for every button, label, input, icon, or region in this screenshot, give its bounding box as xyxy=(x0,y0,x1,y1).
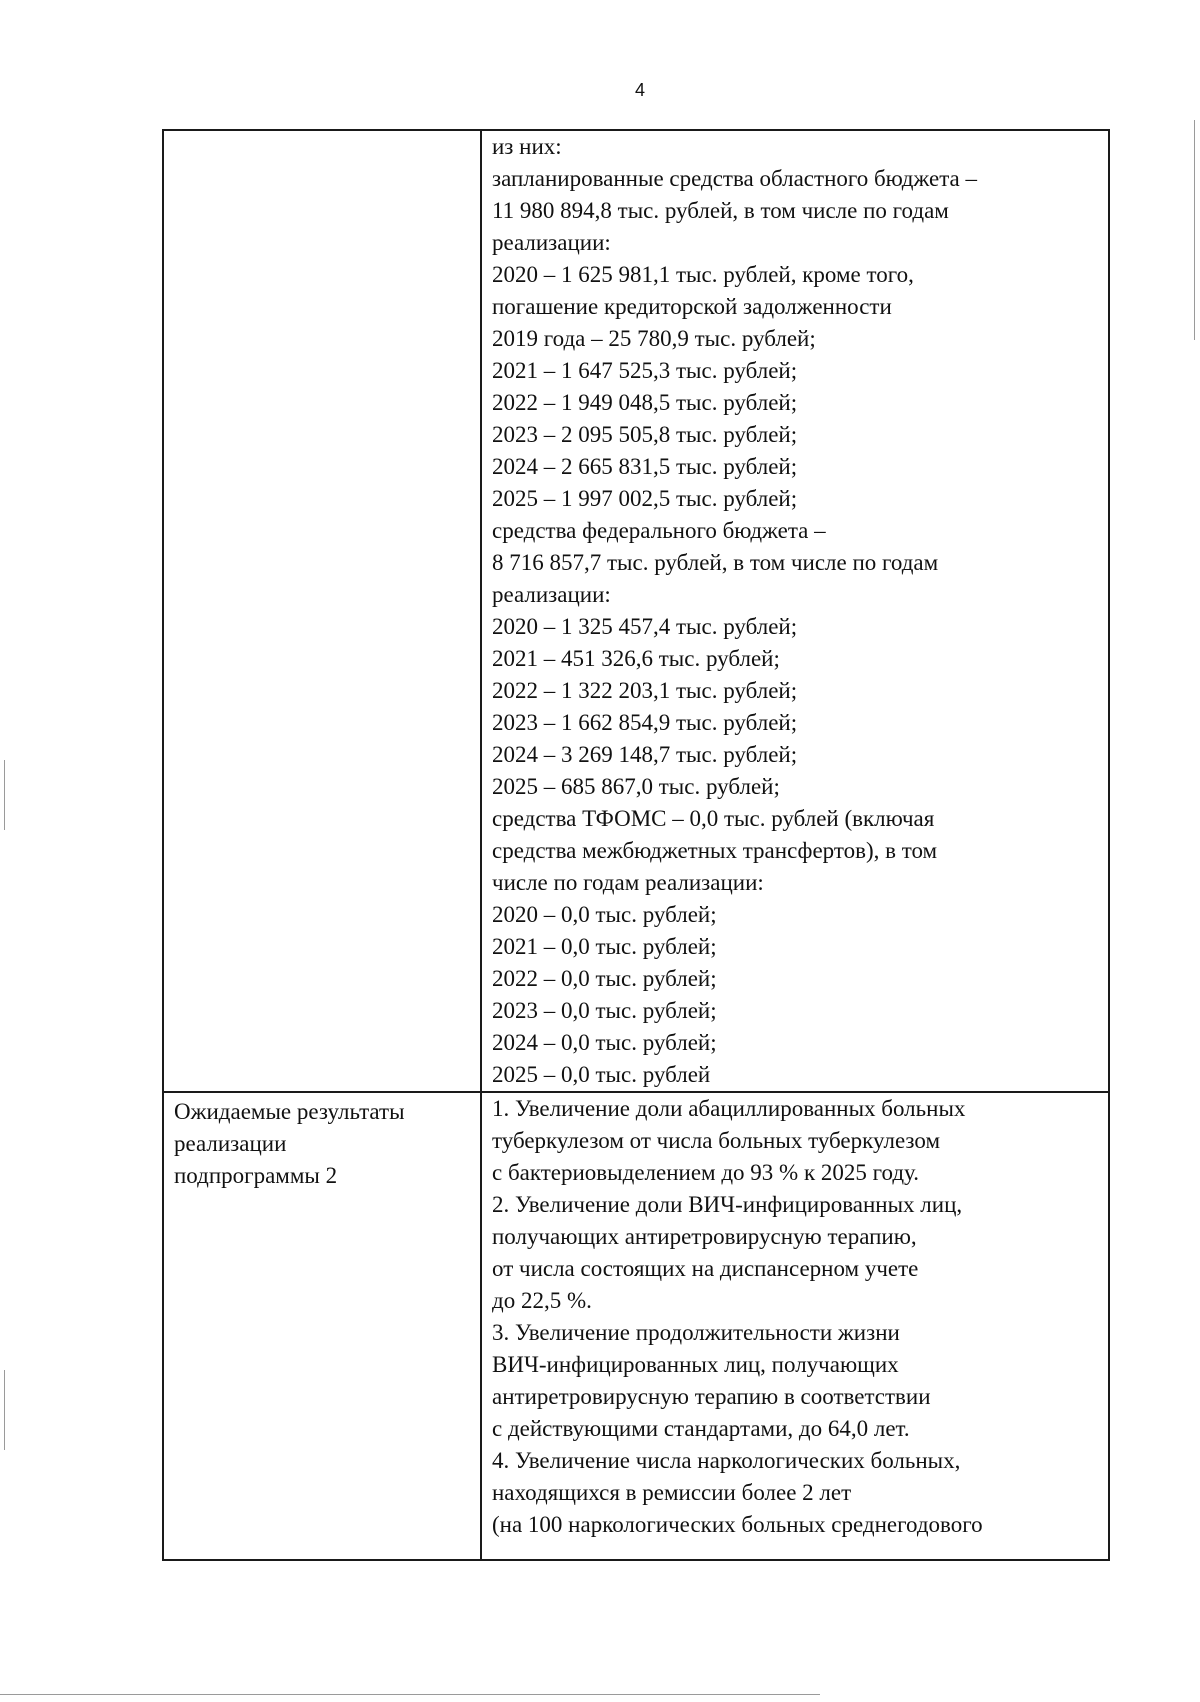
text-line: 2020 – 1 325 457,4 тыс. рублей; xyxy=(492,614,798,639)
text-line: 3. Увеличение продолжительности жизни xyxy=(492,1320,900,1345)
text-line: (на 100 наркологических больных среднегодового xyxy=(492,1512,983,1537)
passport-table xyxy=(162,129,1110,1561)
text-line: 2021 – 0,0 тыс. рублей; xyxy=(492,934,717,959)
text-line: Ожидаемые результаты xyxy=(174,1099,405,1124)
scan-mark xyxy=(0,1694,820,1695)
table-cell-results-label xyxy=(163,1092,481,1560)
text-line: с действующими стандартами, до 64,0 лет. xyxy=(492,1416,910,1441)
scan-mark xyxy=(1194,120,1195,340)
text-line: антиретровирусную терапию в соответствии xyxy=(492,1384,931,1409)
scan-mark xyxy=(4,760,5,830)
text-line: 8 716 857,7 тыс. рублей, в том числе по годам xyxy=(492,550,939,575)
text-line: до 22,5 %. xyxy=(492,1288,592,1313)
text-line: 2022 – 1 949 048,5 тыс. рублей; xyxy=(492,390,798,415)
text-line: 1. Увеличение доли абациллированных больных xyxy=(492,1096,966,1121)
text-line: 2024 – 0,0 тыс. рублей; xyxy=(492,1030,717,1055)
text-line: подпрограммы 2 xyxy=(174,1163,338,1188)
text-line: 2022 – 0,0 тыс. рублей; xyxy=(492,966,717,991)
text-line: 2021 – 451 326,6 тыс. рублей; xyxy=(492,646,780,671)
text-line: из них: xyxy=(492,134,562,159)
text-line: 2021 – 1 647 525,3 тыс. рублей; xyxy=(492,358,798,383)
text-line: 2019 года – 25 780,9 тыс. рублей; xyxy=(492,326,816,351)
text-line: с бактериовыделением до 93 % к 2025 году. xyxy=(492,1160,919,1185)
text-line: 2023 – 0,0 тыс. рублей; xyxy=(492,998,717,1023)
text-line: 2023 – 2 095 505,8 тыс. рублей; xyxy=(492,422,798,447)
text-line: реализации xyxy=(174,1131,287,1156)
text-line: находящихся в ремиссии более 2 лет xyxy=(492,1480,852,1505)
text-line: 2025 – 0,0 тыс. рублей xyxy=(492,1062,711,1087)
text-line: 2020 – 1 625 981,1 тыс. рублей, кроме того, xyxy=(492,262,914,287)
results-text xyxy=(482,1093,1108,1541)
text-line: погашение кредиторской задолженности xyxy=(492,294,892,319)
table-row-results xyxy=(163,1092,1109,1560)
table-cell-results xyxy=(481,1092,1109,1560)
funding-text xyxy=(482,131,1108,1091)
text-line: числе по годам реализации: xyxy=(492,870,764,895)
page-number: 4 xyxy=(634,80,645,100)
results-label xyxy=(164,1093,480,1192)
text-line: средства федерального бюджета – xyxy=(492,518,826,543)
text-line: средства межбюджетных трансфертов), в том xyxy=(492,838,938,863)
text-line: 2025 – 685 867,0 тыс. рублей; xyxy=(492,774,780,799)
text-line: 2. Увеличение доли ВИЧ-инфицированных лиц, xyxy=(492,1192,963,1217)
text-line: 2024 – 2 665 831,5 тыс. рублей; xyxy=(492,454,798,479)
text-line: запланированные средства областного бюджета – xyxy=(492,166,977,191)
text-line: 2020 – 0,0 тыс. рублей; xyxy=(492,902,717,927)
table-cell-funding xyxy=(481,130,1109,1092)
text-line: реализации: xyxy=(492,582,611,607)
text-line: ВИЧ-инфицированных лиц, получающих xyxy=(492,1352,899,1377)
table-row-funding xyxy=(163,130,1109,1092)
text-line: реализации: xyxy=(492,230,611,255)
scan-mark xyxy=(4,1370,5,1450)
text-line: 2025 – 1 997 002,5 тыс. рублей; xyxy=(492,486,798,511)
text-line: от числа состоящих на диспансерном учете xyxy=(492,1256,919,1281)
text-line: 2022 – 1 322 203,1 тыс. рублей; xyxy=(492,678,798,703)
table-cell-left-empty xyxy=(163,130,481,1092)
text-line: 2023 – 1 662 854,9 тыс. рублей; xyxy=(492,710,798,735)
text-line: туберкулезом от числа больных туберкулезом xyxy=(492,1128,940,1153)
text-line: 2024 – 3 269 148,7 тыс. рублей; xyxy=(492,742,798,767)
text-line: 11 980 894,8 тыс. рублей, в том числе по годам xyxy=(492,198,949,223)
text-line: 4. Увеличение числа наркологических больных, xyxy=(492,1448,961,1473)
text-line: средства ТФОМС – 0,0 тыс. рублей (включая xyxy=(492,806,935,831)
text-line: получающих антиретровирусную терапию, xyxy=(492,1224,917,1249)
